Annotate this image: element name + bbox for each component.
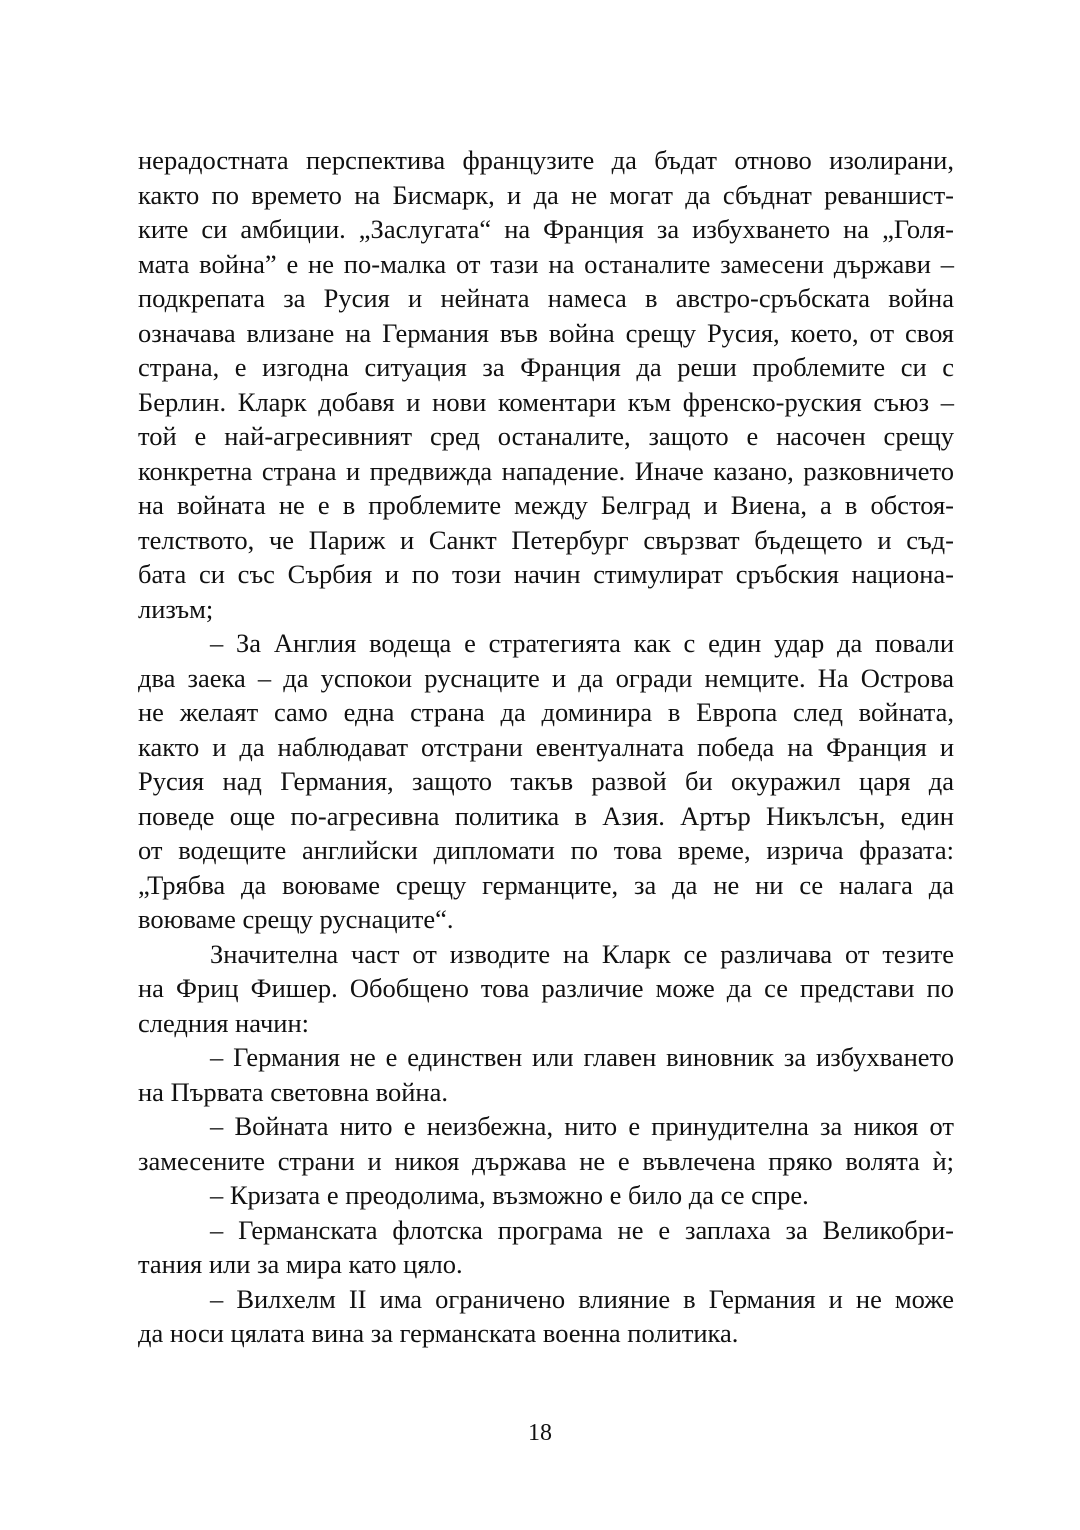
text-line: означава влизане на Германия във война срещу Русия, което, от своя [138,317,954,348]
text-line: воюваме срещу руснаците“. [138,904,454,934]
text-line: от водещите английски дипломати по това време, изрича фразата: [138,835,954,865]
text-line: телството, че Париж и Санкт Петербург свързват бъдещето и съд- [138,524,954,555]
text-line: – Кризата е преодолима, възможно е било да се спре. [210,1180,809,1210]
text-line: – Вилхелм II има ограничено влияние в Германия и не може [210,1283,954,1314]
text-line: – За Англия водеща е стратегията как с един удар да повали [210,628,954,658]
text-line: – Войната нито е неизбежна, нито е принудителна за никоя от [210,1111,954,1141]
page-body [138,143,954,1351]
text-line: Русия над Германия, защото такъв развой би окуражил царя да [138,766,954,796]
text-line: ките си амбиции. „Заслугата“ на Франция за избухването на „Голя- [138,214,954,244]
text-line: – Германската флотска програма не е заплаха за Великобри- [210,1214,954,1245]
page-number: 18 [528,1420,552,1446]
text-line: конкретна страна и предвижда нападение. Иначе казано, разковничето [138,455,954,486]
text-line: бата си със Сърбия и по този начин стимулират сръбския национа- [138,559,954,589]
text-line: лизъм; [138,593,214,624]
text-line: подкрепата за Русия и нейната намеса в австро-сръбската война [138,283,954,313]
text-line: следния начин: [138,1007,309,1038]
text-line: – Германия не е единствен или главен виновник за избухването [210,1042,954,1072]
text-line: Значителна част от изводите на Кларк се различава от тезите [210,938,954,969]
text-line: на Фриц Фишер. Обобщено това различие може да се представи по [138,973,954,1003]
text-line: замесените страни и никоя държава не е въвлечена пряко волята ѝ; [138,1145,954,1176]
text-line: „Трябва да воюваме срещу германците, за да не ни се налага да [138,869,954,900]
text-line: два заека – да успокои руснаците и да огради немците. На Острова [138,662,954,693]
text-line: на Първата световна война. [138,1076,448,1107]
text-line: нерадостната перспектива французите да бъдат отново изолирани, [138,145,954,175]
text-line: той е най-агресивният сред останалите, защото е насочен срещу [138,421,954,451]
text-line: да носи цялата вина за германската военна политика. [138,1318,739,1348]
text-line: както и да наблюдават отстрани евентуалната победа на Франция и [138,731,954,762]
text-line: не желаят само една страна да доминира в Европа след войната, [138,697,954,727]
text-line: тания или за мира като цяло. [138,1249,463,1279]
text-line: на войната не е в проблемите между Белград и Виена, а в обстоя- [138,490,954,520]
text-line: Берлин. Кларк добавя и нови коментари към френско-руския съюз – [138,386,954,417]
text-line: мата война” е не по-малка от тази на останалите замесени държави – [138,248,954,279]
text-line: страна, е изгодна ситуация за Франция да реши проблемите си с [138,352,954,382]
text-line: поведе още по-агресивна политика в Азия. Артър Никълсън, един [138,800,954,831]
text-line: както по времето на Бисмарк, и да не могат да сбъднат реваншист- [138,179,954,210]
